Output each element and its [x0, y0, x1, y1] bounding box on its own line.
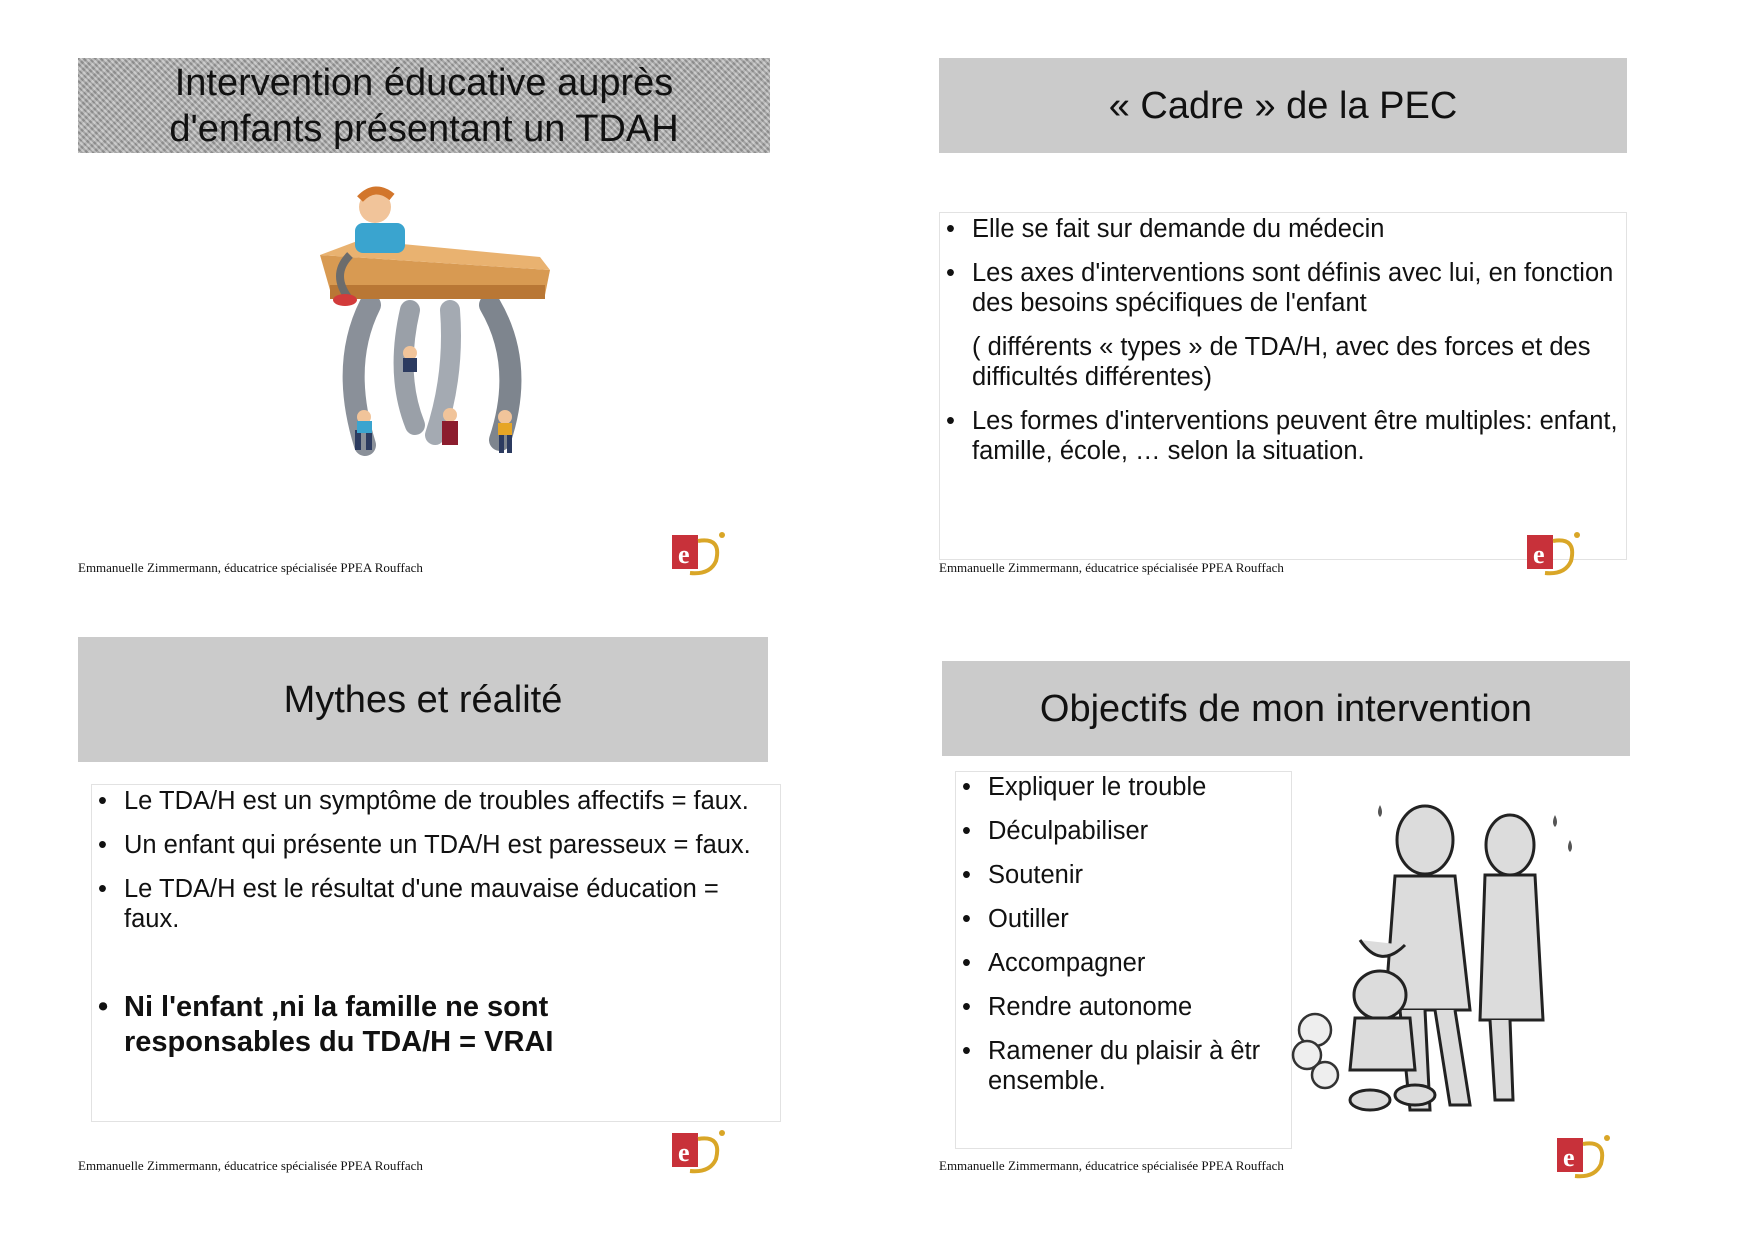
slide-3-footer: Emmanuelle Zimmermann, éducatrice spécialisée PPEA Rouffach [78, 1158, 423, 1173]
hospital-logo-icon [1545, 1130, 1617, 1188]
slide-2-bullet-3: • Les formes d'interventions peuvent être multiples: enfant, famille, école, … selon la situation. [940, 406, 1630, 466]
hospital-logo-icon [1515, 527, 1587, 585]
desk-child-illustration [300, 185, 570, 485]
slide-2-bullet-1: • Elle se fait sur demande du médecin [940, 214, 1630, 244]
svg-text:e: e [678, 540, 690, 569]
slide-4-bullet-3: • Soutenir [956, 860, 1296, 890]
slide-4-bullet-7-cont: ensemble. [988, 1067, 1106, 1095]
hospital-logo-icon [660, 1125, 732, 1183]
slide-4-bullet-7: • Ramener du plaisir à êtr [956, 1036, 1296, 1066]
svg-text:e: e [1563, 1143, 1575, 1172]
slide-2-footer: Emmanuelle Zimmermann, éducatrice spécialisée PPEA Rouffach [939, 560, 1284, 575]
slide-1-footer: Emmanuelle Zimmermann, éducatrice spécialisée PPEA Rouffach [78, 560, 423, 575]
slide-3-bullet-4: • Ni l'enfant ,ni la famille ne sont responsables du TDA/H = VRAI [92, 990, 644, 1060]
slide-2-bullet-2: • Les axes d'interventions sont définis avec lui, en fonction des besoins spécifiques de l'enfant [940, 258, 1630, 318]
slide-1-title-box [78, 58, 770, 153]
slide-4-bullet-2: • Déculpabiliser [956, 816, 1296, 846]
slide-4-title: Objectifs de mon intervention [1039, 687, 1533, 730]
hospital-logo-icon [660, 527, 732, 585]
slide-4-bullets [956, 772, 1296, 1110]
slide-4-bullet-4: • Outiller [956, 904, 1296, 934]
slide-1-title: Intervention éducative auprès d'enfants présentant un TDAH [169, 61, 679, 150]
slide-4-bullet-1: • Expliquer le trouble [956, 772, 1296, 802]
slide-3-title: Mythes et réalité [283, 678, 563, 721]
slide-2-title: « Cadre » de la PEC [1108, 84, 1458, 127]
slide-3-title-box [78, 637, 768, 762]
svg-text:e: e [1533, 540, 1545, 569]
slide-2-title-box [939, 58, 1627, 153]
slide-4-bullet-5: • Accompagner [956, 948, 1296, 978]
slide-2-bullets [940, 214, 1630, 480]
slide-2-bullet-2-note: ( différents « types » de TDA/H, avec des forces et des difficultés différentes) [972, 333, 1591, 391]
slide-3-bullet-2: • Un enfant qui présente un TDA/H est paresseux = faux. [92, 830, 762, 860]
slide-4-bullet-6: • Rendre autonome [956, 992, 1296, 1022]
slide-4-footer: Emmanuelle Zimmermann, éducatrice spécialisée PPEA Rouffach [939, 1158, 1284, 1173]
svg-text:e: e [678, 1138, 690, 1167]
slide-4-title-box [942, 661, 1630, 756]
slide-3-bullet-3: • Le TDA/H est le résultat d'une mauvaise éducation = faux. [92, 874, 762, 934]
worried-family-illustration [1285, 780, 1615, 1125]
slide-3-bullet-1: • Le TDA/H est un symptôme de troubles affectifs = faux. [92, 786, 762, 816]
slide-3-bullets [92, 786, 762, 1074]
